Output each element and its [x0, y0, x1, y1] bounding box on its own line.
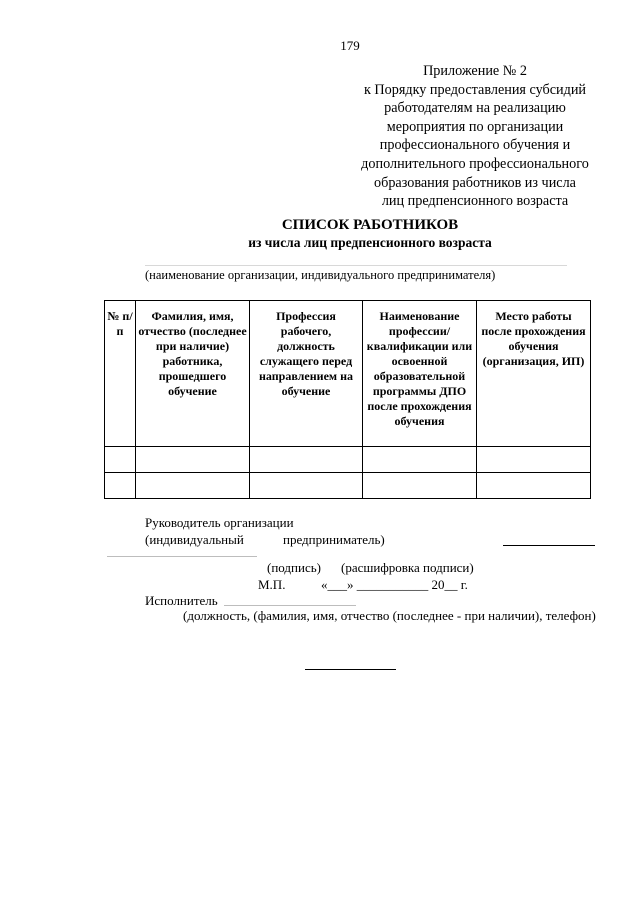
closing-line — [305, 669, 396, 670]
table-cell[interactable] — [363, 447, 477, 473]
column-header-profession-before: Профессия рабочего, должность служащего перед направлением на обучение — [250, 301, 363, 447]
table-row — [105, 447, 591, 473]
table-cell[interactable] — [105, 447, 136, 473]
appendix-line: мероприятия по организации — [386, 118, 564, 135]
head-label: Руководитель организации — [145, 515, 294, 530]
head-label-entrepreneur: предприниматель) — [283, 532, 385, 547]
date-field: «___» ___________ 20__ г. — [321, 577, 468, 592]
column-header-workplace: Место работы после прохождения обучения (организация, ИП) — [477, 301, 591, 447]
executor-caption: (должность, (фамилия, имя, отчество (последнее - при наличии), телефон) — [183, 608, 596, 623]
appendix-line: профессионального обучения и — [379, 137, 571, 154]
appendix-line: работодателям на реализацию — [384, 100, 566, 117]
workers-table — [104, 300, 591, 499]
appendix-line: дополнительного профессионального — [361, 155, 589, 172]
appendix-header — [330, 62, 620, 211]
executor-label: Исполнитель — [145, 593, 218, 608]
table-cell[interactable] — [136, 473, 250, 499]
column-header-qualification: Наименование профессии/квалификации или освоенной образовательной программы ДПО после прохождения обучения — [363, 301, 477, 447]
table-cell[interactable] — [250, 447, 363, 473]
page-number: 179 — [340, 38, 360, 53]
table-cell[interactable] — [477, 473, 591, 499]
table-cell[interactable] — [477, 447, 591, 473]
document-title: СПИСОК РАБОТНИКОВ — [281, 217, 459, 233]
table-cell[interactable] — [363, 473, 477, 499]
table-row — [105, 473, 591, 499]
signature-decode-caption: (расшифровка подписи) — [341, 560, 474, 575]
signature-line — [107, 556, 257, 557]
organization-caption: (наименование организации, индивидуального предпринимателя) — [145, 268, 496, 282]
appendix-line: лиц предпенсионного возраста — [381, 193, 569, 210]
appendix-line: Приложение № 2 — [423, 63, 527, 79]
head-label-individual: (индивидуальный — [145, 532, 244, 547]
organization-name-line — [145, 265, 567, 266]
table-cell[interactable] — [250, 473, 363, 499]
table-cell[interactable] — [136, 447, 250, 473]
appendix-line: к Порядку предоставления субсидий — [363, 81, 587, 98]
column-header-full-name: Фамилия, имя, отчество (последнее при наличие) работника, прошедшего обучение — [136, 301, 250, 447]
signature-caption: (подпись) — [267, 560, 321, 575]
document-subtitle: из числа лиц предпенсионного возраста — [248, 235, 492, 250]
head-signature-line — [503, 545, 595, 546]
appendix-line: образования работников из числа — [374, 174, 576, 191]
table-cell[interactable] — [105, 473, 136, 499]
column-header-number: № п/п — [105, 301, 136, 447]
table-header-row — [105, 301, 591, 447]
stamp-label: М.П. — [258, 577, 286, 592]
executor-line — [224, 605, 356, 606]
